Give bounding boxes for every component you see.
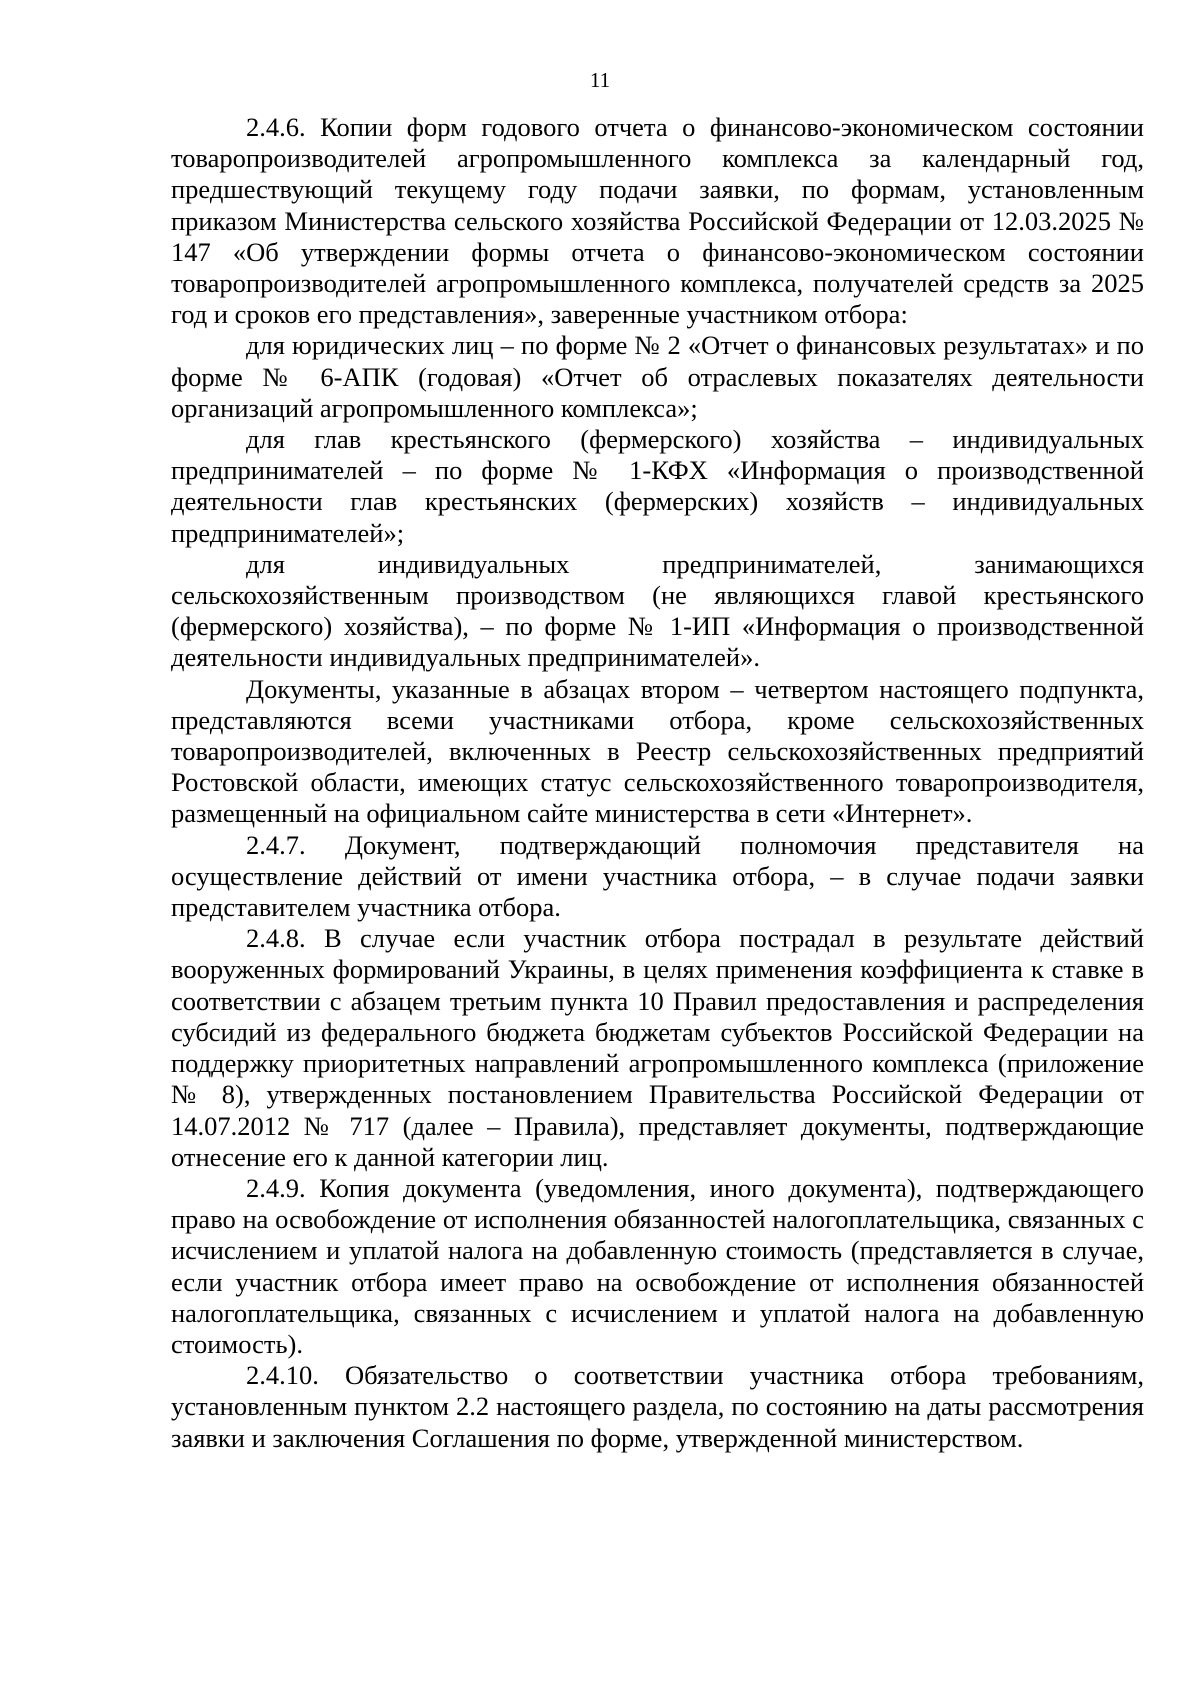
paragraph-entrepreneurs: для индивидуальных предпринимателей, занимающихся сельскохозяйственным производством (не являющихся главой крестьянского (фермерского) хозяйства), – по форме № 1-ИП «Информация о производственной деятельности индивидуальных предпринимателей». [171, 548, 1144, 673]
paragraph-farm-heads: для глав крестьянского (фермерского) хозяйства – индивидуальных предпринимателей – по форме № 1-КФХ «Информация о производственной деятельности глав крестьянских (фермерских) хозяйств – индивидуальных предпринимателей»; [171, 424, 1144, 548]
paragraph-2-4-6: 2.4.6. Копии форм годового отчета о финансово-экономическом состоянии товаропроизводителей агропромышленного комплекса за календарный год, предшествующий текущему году подачи заявки, по формам, установленным приказом Министерства сельского хозяйства Российской Федерации от 12.03.2025 № 147 «Об утверждении формы отчета о финансово-экономическом состоянии товаропроизводителей агропромышленного комплекса, получателей средств за 2025 год и сроков его представления», заверенные участником отбора: [171, 112, 1144, 330]
page-number: 11 [589, 68, 611, 92]
paragraph-2-4-10: 2.4.10. Обязательство о соответствии участника отбора требованиям, установленным пунктом 2.2 настоящего раздела, по состоянию на даты рассмотрения заявки и заключения Соглашения по форме, утвержденной министерством. [171, 1360, 1144, 1453]
paragraph-legal-entities: для юридических лиц – по форме № 2 «Отчет о финансовых результатах» и по форме № 6-АПК (годовая) «Отчет об отраслевых показателях деятельности организаций агропромышленного комплекса»; [171, 330, 1144, 423]
paragraph-2-4-7: 2.4.7. Документ, подтверждающий полномочия представителя на осуществление действий от имени участника отбора, – в случае подачи заявки представителем участника отбора. [171, 829, 1144, 923]
paragraph-2-4-9: 2.4.9. Копия документа (уведомления, иного документа), подтверждающего право на освобождение от исполнения обязанностей налогоплательщика, связанных с исчислением и уплатой налога на добавленную стоимость (представляется в случае, если участник отбора имеет право на освобождение от исполнения обязанностей налогоплательщика, связанных с исчислением и уплатой налога на добавленную стоимость). [171, 1172, 1144, 1359]
paragraph-2-4-8: 2.4.8. В случае если участник отбора пострадал в результате действий вооруженных формирований Украины, в целях применения коэффициента к ставке в соответствии с абзацем третьим пункта 10 Правил предоставления и распределения субсидий из федерального бюджета бюджетам субъектов Российской Федерации на поддержку приоритетных направлений агропромышленного комплекса (приложение № 8), утвержденных постановлением Правительства Российской Федерации от 14.07.2012 № 717 (далее – Правила), представляет документы, подтверждающие отнесение его к данной категории лиц. [171, 923, 1144, 1172]
document-body [171, 112, 1144, 1454]
paragraph-documents-note: Документы, указанные в абзацах втором – четвертом настоящего подпункта, представляются всеми участниками отбора, кроме сельскохозяйственных товаропроизводителей, включенных в Реестр сельскохозяйственных предприятий Ростовской области, имеющих статус сельскохозяйственного товаропроизводителя, размещенный на официальном сайте министерства в сети «Интернет». [171, 673, 1144, 829]
